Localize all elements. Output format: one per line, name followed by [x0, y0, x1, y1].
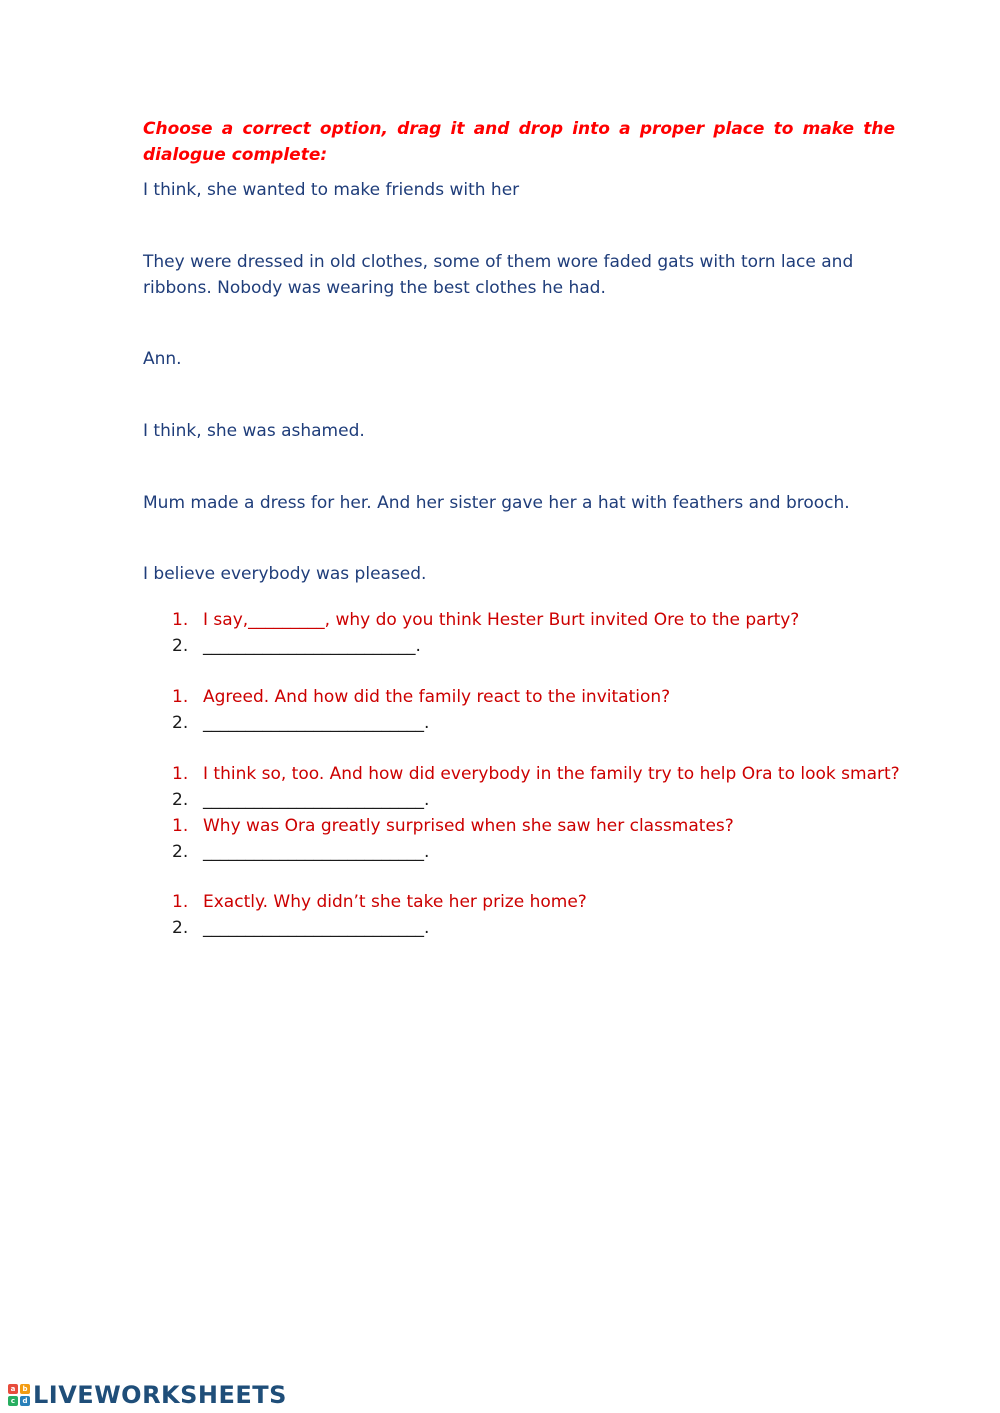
list-number: 1. [172, 610, 189, 630]
dialogue-question [172, 889, 587, 915]
dialogue-answer [172, 915, 429, 941]
instruction-text: Choose a correct option, drag it and drop into a proper place to make the dialogue complete: [143, 119, 895, 165]
list-number: 1. [172, 764, 189, 784]
list-number: 1. [172, 687, 189, 707]
answer-drop-blank[interactable]: __________________________. [203, 713, 430, 733]
logo-block: a [8, 1384, 18, 1394]
logo-blocks-icon [8, 1384, 30, 1406]
list-number: 2. [172, 636, 189, 656]
answer-drop-blank[interactable]: _________________________. [203, 636, 421, 656]
list-number: 1. [172, 816, 189, 836]
liveworksheets-logo [8, 1380, 287, 1410]
logo-block: d [20, 1396, 30, 1406]
dialogue-answer [172, 787, 429, 813]
logo-block: c [8, 1396, 18, 1406]
question-text: Exactly. Why didn’t she take her prize home? [203, 892, 587, 912]
question-text: Agreed. And how did the family react to the invitation? [203, 687, 671, 707]
drag-option[interactable]: Ann. [143, 349, 182, 369]
dialogue-question [172, 607, 799, 633]
dialogue-answer [172, 710, 429, 736]
list-number: 2. [172, 713, 189, 733]
answer-drop-blank[interactable]: __________________________. [203, 842, 430, 862]
dialogue-answer [172, 633, 421, 659]
drag-option[interactable]: I believe everybody was pleased. [143, 564, 427, 584]
list-number: 2. [172, 842, 189, 862]
list-number: 1. [172, 892, 189, 912]
dialogue-question [172, 684, 670, 710]
logo-block: b [20, 1384, 30, 1394]
answer-drop-blank[interactable]: __________________________. [203, 918, 430, 938]
answer-drop-blank[interactable]: __________________________. [203, 790, 430, 810]
dialogue-question [172, 761, 900, 787]
dialogue-question [172, 813, 734, 839]
question-text: I say,_________, why do you think Hester Burt invited Ore to the party? [203, 610, 800, 630]
drag-option[interactable]: Mum made a dress for her. And her sister gave her a hat with feathers and brooch. [143, 493, 850, 513]
question-text: Why was Ora greatly surprised when she saw her classmates? [203, 816, 734, 836]
question-text: I think so, too. And how did everybody in the family try to help Ora to look smart? [203, 764, 900, 784]
dialogue-answer [172, 839, 429, 865]
drag-option[interactable]: I think, she wanted to make friends with her [143, 180, 520, 200]
logo-text: LIVEWORKSHEETS [33, 1381, 287, 1409]
drag-option[interactable]: They were dressed in old clothes, some of them wore faded gats with torn lace and ribbons. Nobody was wearing the best clothes he had. [143, 252, 854, 298]
list-number: 2. [172, 918, 189, 938]
list-number: 2. [172, 790, 189, 810]
drag-option[interactable]: I think, she was ashamed. [143, 421, 365, 441]
